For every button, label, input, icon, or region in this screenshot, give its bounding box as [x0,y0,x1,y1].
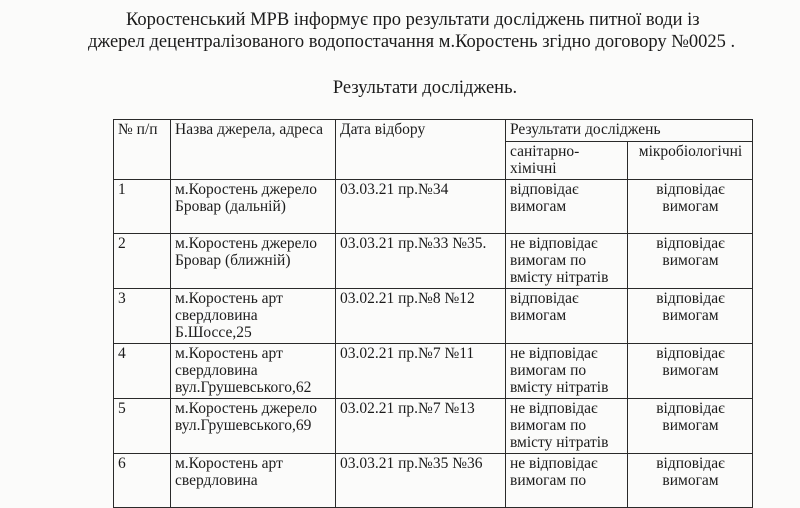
table-row [114,180,753,234]
header-num: № п/п [114,120,171,180]
table-row [114,399,753,454]
cell-name: м.Коростень джерело вул.Грушевського,69 [171,399,336,454]
table-row [114,454,753,508]
intro-line-1: Коростенський МРВ інформує про результати досліджень питної води із [126,10,700,30]
header-name: Назва джерела, адреса [171,120,336,180]
cell-sanitary: не відповідає вимогам по вмісту нітратів [506,399,628,454]
cell-num: 1 [114,180,171,234]
table-row [114,234,753,289]
header-date: Дата відбору [336,120,506,180]
cell-sanitary: не відповідає вимогам по вмісту нітратів [506,344,628,399]
cell-name: м.Коростень джерело Бровар (ближній) [171,234,336,289]
cell-num: 3 [114,289,171,344]
cell-num: 4 [114,344,171,399]
table-row [114,344,753,399]
cell-sanitary: відповідає вимогам [506,289,628,344]
cell-date: 03.03.21 пр.№33 №35. [336,234,506,289]
cell-micro: відповідає вимогам [628,289,753,344]
cell-micro: відповідає вимогам [628,344,753,399]
header-sanitary: санітарно-хімічні [506,142,628,180]
cell-date: 03.03.21 пр.№34 [336,180,506,234]
cell-micro: відповідає вимогам [628,234,753,289]
cell-name: м.Коростень арт свердловина вул.Грушевського,62 [171,344,336,399]
cell-micro: відповідає вимогам [628,180,753,234]
cell-num: 6 [114,454,171,508]
cell-micro: відповідає вимогам [628,399,753,454]
cell-date: 03.03.21 пр.№35 №36 [336,454,506,508]
cell-num: 5 [114,399,171,454]
cell-sanitary: відповідає вимогам [506,180,628,234]
cell-micro: відповідає вимогам [628,454,753,508]
cell-name: м.Коростень арт свердловина [171,454,336,508]
cell-date: 03.02.21 пр.№7 №13 [336,399,506,454]
cell-sanitary: не відповідає вимогам по вмісту нітратів [506,234,628,289]
intro-paragraph [88,9,750,53]
header-results: Результати досліджень [506,120,753,142]
cell-name: м.Коростень арт свердловина Б.Шоссе,25 [171,289,336,344]
cell-date: 03.02.21 пр.№7 №11 [336,344,506,399]
table-header-row [114,120,753,142]
cell-sanitary: не відповідає вимогам по [506,454,628,508]
results-heading: Результати досліджень. [332,78,518,98]
intro-line-2: джерел децентралізованого водопостачання м.Коростень згідно договору [88,32,667,52]
results-table [113,119,753,508]
cell-name: м.Коростень джерело Бровар (дальній) [171,180,336,234]
cell-num: 2 [114,234,171,289]
cell-date: 03.02.21 пр.№8 №12 [336,289,506,344]
header-micro: мікробіологічні [628,142,753,180]
intro-line-3: №0025 . [671,32,736,52]
table-row [114,289,753,344]
